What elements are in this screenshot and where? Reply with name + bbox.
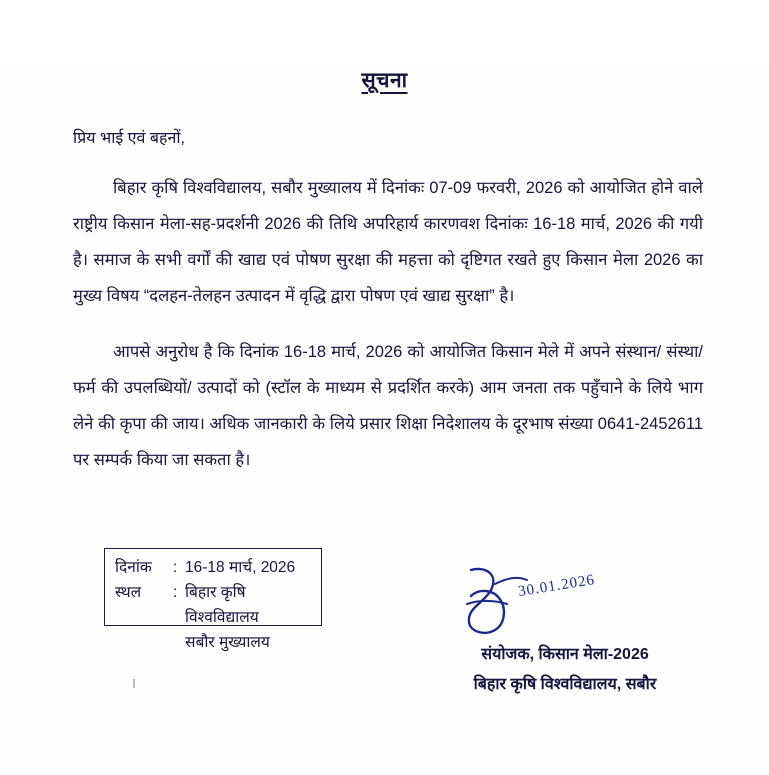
venue-label: स्थल [115, 584, 142, 601]
signature-date: 30.01.2026 [517, 572, 597, 600]
notice-document-page [0, 66, 769, 775]
date-colon: : [173, 559, 178, 576]
signatory-designation: संयोजक, किसान मेला-2026 [481, 646, 649, 663]
stray-pen-mark [133, 679, 135, 688]
body-paragraph-2: आपसे अनुरोध है कि दिनांक 16-18 मार्च, 2026 को आयोजित किसान मेले में अपने संस्थान/ संस्था/ फर्म की उपलब्धियों/ उत्पादों को (स्टॉल के माध्यम से प्रदर्शित करके) आम जनता तक पहुँचाने के लिये भाग लेने की कृपा की जाय। अधिक जानकारी के लिये प्रसार शिक्षा निदेशालय के दूरभाष संख्या 0641-2452611 पर सम्पर्क किया जा सकता है। [73, 343, 703, 469]
signatory-organisation: बिहार कृषि विश्वविद्यालय, सबौर [473, 676, 657, 693]
page-title: सूचना [361, 69, 408, 92]
detail-row-date [115, 555, 321, 580]
salutation-text: प्रिय भाई एवं बहनों, [73, 130, 185, 147]
signatory-details [400, 640, 730, 700]
detail-row-venue [115, 580, 321, 630]
date-label: दिनांक [115, 559, 152, 576]
date-value: 16-18 मार्च, 2026 [185, 559, 296, 576]
event-details-box [104, 548, 322, 651]
venue-colon: : [173, 584, 178, 601]
venue-value: बिहार कृषि विश्वविद्यालय [185, 584, 259, 626]
venue-value-second-line: सबौर मुख्यालय [185, 634, 270, 651]
handwritten-signature-icon [455, 564, 575, 644]
body-paragraph-1: बिहार कृषि विश्वविद्यालय, सबौर मुख्यालय में दिनांकः 07-09 फरवरी, 2026 को आयोजित होने वाले राष्ट्रीय किसान मेला-सह-प्रदर्शनी 2026 की तिथि अपरिहार्य कारणवश दिनांकः 16-18 मार्च, 2026 की गयी है। समाज के सभी वर्गों की खाद्य एवं पोषण सुरक्षा की महत्ता को दृष्टिगत रखते हुए किसान मेला 2026 का मुख्य विषय “दलहन-तेलहन उत्पादन में वृद्धि द्वारा पोषण एवं खाद्य सुरक्षा” है। [73, 179, 703, 305]
